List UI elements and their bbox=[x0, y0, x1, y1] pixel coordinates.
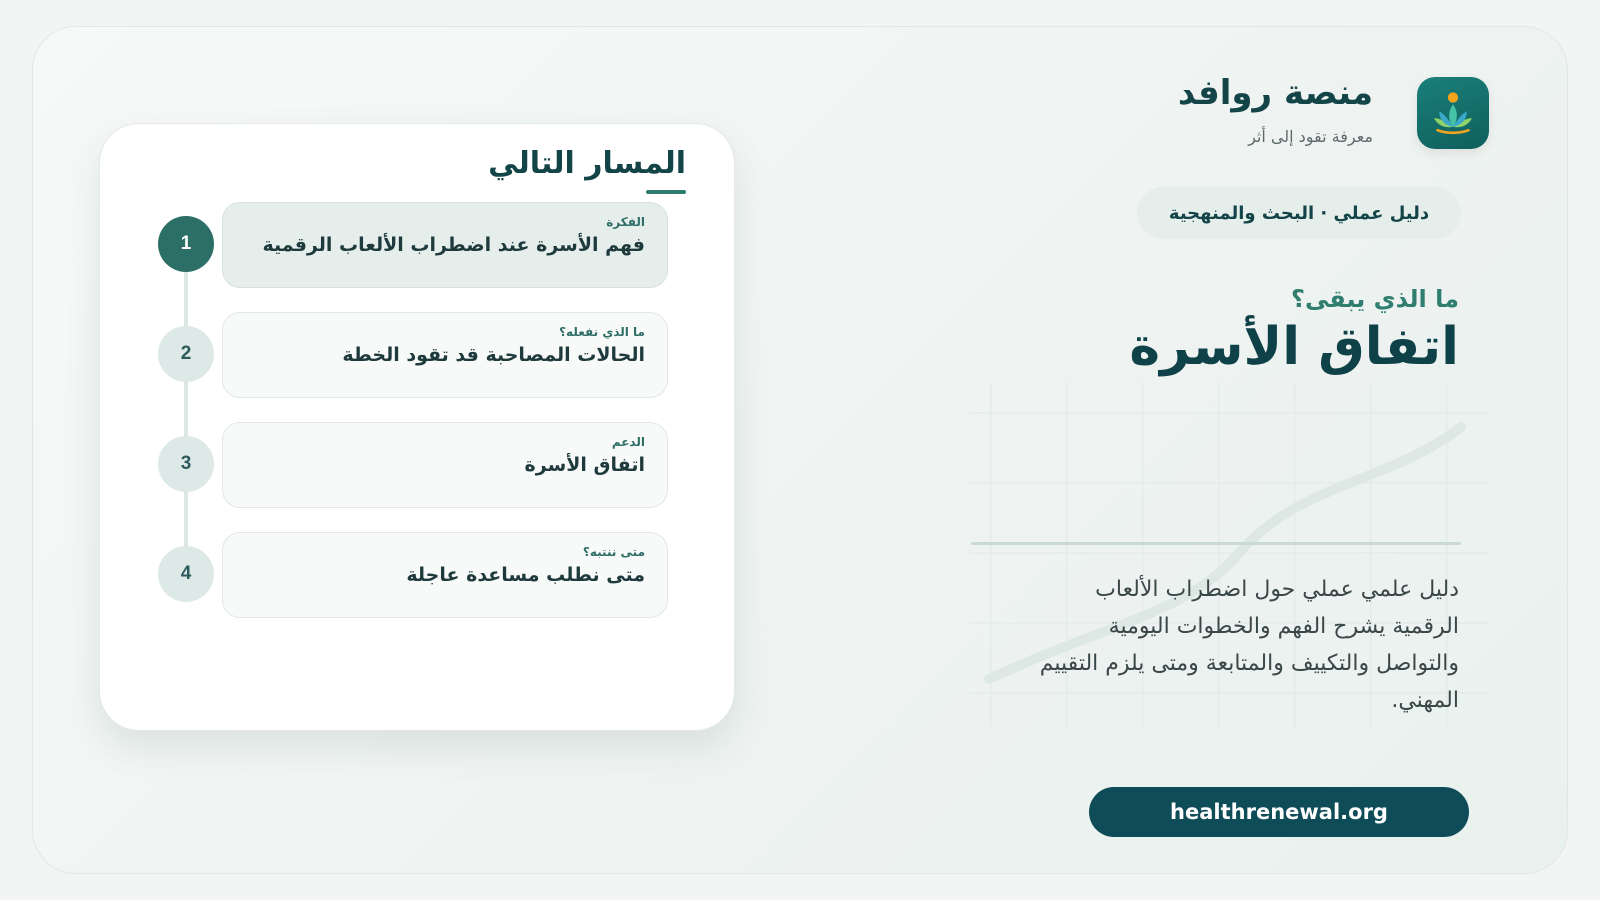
brand-logo bbox=[1417, 77, 1489, 149]
website-link-button[interactable]: healthrenewal.org bbox=[1089, 787, 1469, 837]
step-item-2[interactable] bbox=[222, 312, 668, 398]
step-kicker: الدعم bbox=[611, 435, 645, 449]
step-number-badge: 3 bbox=[158, 436, 214, 492]
card-title-underline bbox=[646, 190, 686, 194]
step-item-4[interactable] bbox=[222, 532, 668, 618]
next-path-card bbox=[99, 123, 735, 731]
step-kicker: ما الذي نفعله؟ bbox=[559, 325, 645, 339]
step-kicker: الفكرة bbox=[606, 215, 645, 229]
step-label: فهم الأسرة عند اضطراب الألعاب الرقمية bbox=[262, 234, 645, 256]
step-item-1[interactable] bbox=[222, 202, 668, 288]
brand-title: منصة روافد bbox=[1177, 73, 1373, 113]
description-text: دليل علمي عملي حول اضطراب الألعاب الرقمية يشرح الفهم والخطوات اليومية والتواصل والتكييف والمتابعة ومتى يلزم التقييم المهني. bbox=[1039, 577, 1459, 713]
slide-frame bbox=[32, 26, 1568, 874]
step-kicker: متى ننتبه؟ bbox=[582, 545, 645, 559]
step-number-badge: 4 bbox=[158, 546, 214, 602]
step-label: اتفاق الأسرة bbox=[524, 454, 645, 476]
timeline-connector bbox=[184, 248, 188, 578]
headline: اتفاق الأسرة bbox=[1129, 317, 1459, 377]
divider bbox=[971, 542, 1461, 545]
step-number-badge: 2 bbox=[158, 326, 214, 382]
brand-tagline: معرفة تقود إلى أثر bbox=[1248, 127, 1373, 146]
step-label: متى نطلب مساعدة عاجلة bbox=[406, 564, 645, 586]
step-item-3[interactable] bbox=[222, 422, 668, 508]
step-number-badge: 1 bbox=[158, 216, 214, 272]
step-label: الحالات المصاحبة قد تقود الخطة bbox=[342, 344, 645, 366]
lotus-sun-icon bbox=[1422, 82, 1484, 144]
card-title: المسار التالي bbox=[488, 146, 686, 181]
category-pill: دليل عملي · البحث والمنهجية bbox=[1137, 187, 1461, 239]
eyebrow-question: ما الذي يبقى؟ bbox=[1291, 285, 1459, 313]
